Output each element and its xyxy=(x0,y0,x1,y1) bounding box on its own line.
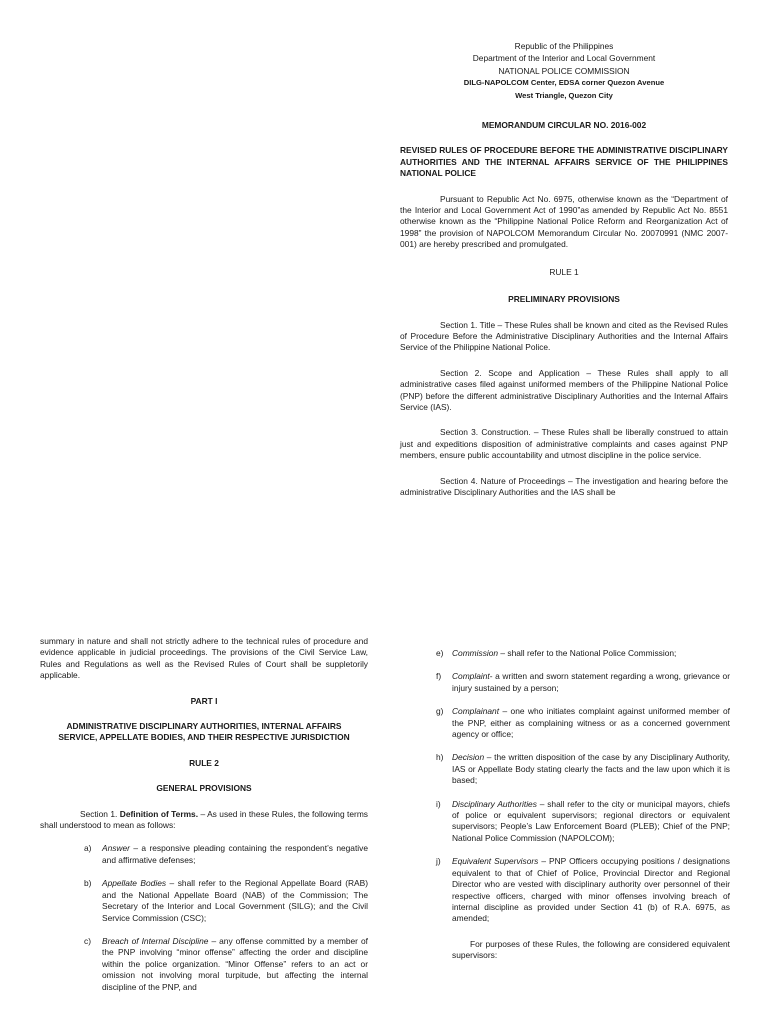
definition-item xyxy=(72,843,368,866)
definition-label: a) xyxy=(84,843,92,854)
definition-label: b) xyxy=(84,878,92,889)
definition-term: Decision xyxy=(452,752,485,763)
definition-item xyxy=(72,936,368,993)
continuation-paragraph: summary in nature and shall not strictly adhere to the technical rules of procedure and evidence applicable in judicial proceedings. The provisions of the Civil Service Law, Rules and Regulations as well as the Revised Rules of Court shall be suppletorily applicable. xyxy=(40,636,368,681)
rule-title: PRELIMINARY PROVISIONS xyxy=(508,294,620,305)
definition-label: f) xyxy=(436,671,442,682)
definition-text: – the written disposition of the case by any Disciplinary Authority, IAS or Appellate Body stating clearly the facts and the law upon which it is based; xyxy=(452,752,730,786)
definition-text: – shall refer to the National Police Commission; xyxy=(498,648,677,658)
definition-label: h) xyxy=(436,752,444,763)
definition-text: – a responsive pleading containing the respondent’s negative and affirmative defenses; xyxy=(102,843,368,865)
definition-item xyxy=(400,706,730,740)
definition-item xyxy=(400,799,730,845)
section-bold-title: Definition of Terms. xyxy=(119,808,199,819)
definition-text: - a written and sworn statement regarding a wrong, grievance or injury sustained by a person; xyxy=(452,671,730,693)
letterhead-line-address: DILG-NAPOLCOM Center, EDSA corner Quezon Avenue xyxy=(463,78,665,88)
letterhead-line-city: West Triangle, Quezon City xyxy=(515,90,613,100)
definition-label: i) xyxy=(436,798,441,809)
definition-term: Breach of Internal Discipline xyxy=(102,935,209,946)
section-paragraph: Section 2. Scope and Application – These Rules shall apply to all administrative cases filed against uniformed members of the Philippine National Police (PNP) before the different administrative Disciplinary Authorities and the Internal Affairs Service (IAS). xyxy=(400,367,728,412)
section-paragraph: Section 1. Title – These Rules shall be known and cited as the Revised Rules of Procedure Before the Administrative Disciplinary Authorities and the Internal Affairs Service of the Philippine National Police. xyxy=(400,319,728,353)
section-paragraph: Section 4. Nature of Proceedings – The investigation and hearing before the administrative Disciplinary Authorities and the IAS shall be xyxy=(400,475,728,497)
closing-paragraph: For purposes of these Rules, the following are considered equivalent supervisors: xyxy=(452,938,730,961)
definition-term: Disciplinary Authorities xyxy=(452,798,537,809)
definition-term: Appellate Bodies xyxy=(102,878,167,889)
definition-term: Complaint xyxy=(452,671,490,682)
definition-text: – shall refer to the Regional Appellate Board (RAB) and the National Appellate Board (NAB) of the Commission; The Secretary of the Interior and Local Government (SILG); and the Civil Service Commission (CSC); xyxy=(102,878,369,923)
rule-heading: RULE 2 xyxy=(189,757,219,768)
definition-term: Answer xyxy=(102,843,130,854)
definition-term: Complainant xyxy=(452,706,500,717)
section-paragraph: Section 3. Construction. – These Rules shall be liberally construed to attain just and expeditions disposition of administrative complaints and cases against PNP members, ensure public accountability and utmost discipline in the police service. xyxy=(400,427,728,461)
definition-term: Commission xyxy=(452,648,499,658)
definition-label: j) xyxy=(436,856,441,867)
page-2-left-column xyxy=(40,636,368,993)
definition-item xyxy=(400,671,730,694)
definition-item xyxy=(400,752,730,786)
part-heading: PART I xyxy=(190,695,218,706)
definition-term: Equivalent Supervisors xyxy=(452,856,539,867)
part-title: ADMINISTRATIVE DISCIPLINARY AUTHORITIES, INTERNAL AFFAIRS SERVICE, APPELLATE BODIES, AND THEIR RESPECTIVE JURISDICTION xyxy=(58,721,350,743)
definition-text: – one who initiates complaint against uniformed member of the PNP, either as complaining witness or as a concerned government agency or office; xyxy=(452,706,730,740)
letterhead-line-department: Department of the Interior and Local Government xyxy=(472,53,656,64)
section-rest: – As used in these Rules, the following terms shall understood to mean as follows: xyxy=(40,808,368,831)
rule-title: GENERAL PROVISIONS xyxy=(156,783,252,794)
definition-list xyxy=(400,648,730,925)
letterhead xyxy=(400,40,728,102)
definition-label: c) xyxy=(84,935,91,946)
definition-label: e) xyxy=(436,648,444,658)
preamble-paragraph: Pursuant to Republic Act No. 6975, otherwise known as the “Department of the Interior and Local Government Act of 1990”as amended by Republic Act No. 8551 otherwise known as the “Philippine National Police Reform and Reorganization Act of 1998” the provision of NAPOLCOM Memorandum Circular No. 20070991 (NMC 2007-001) are hereby prescribed and promulgated. xyxy=(400,193,728,250)
definitions-intro xyxy=(40,809,368,832)
definition-item xyxy=(400,856,730,924)
letterhead-line-commission: NATIONAL POLICE COMMISSION xyxy=(498,65,630,76)
definition-list xyxy=(40,843,368,992)
definition-item xyxy=(400,648,730,659)
circular-number: MEMORANDUM CIRCULAR NO. 2016-002 xyxy=(481,120,647,131)
definition-item xyxy=(72,878,368,924)
definition-text: – shall refer to the city or municipal mayors, chiefs of police or equivalent supervisors; regional directors or equivalent supervisors; People’s Law Enforcement Board (PLEB); Chief of the PNP; National Police Commission (NAPOLCOM); xyxy=(452,798,730,843)
definition-text: – any offense committed by a member of the PNP involving “minor offense” affecting the order and discipline within the police organization. “Minor Offense” refers to an act or omission not involving moral turpitude, but affecting the internal discipline of the PNP, and xyxy=(102,935,368,992)
letterhead-line-republic: Republic of the Philippines xyxy=(514,41,614,51)
page-2-right-column xyxy=(400,648,730,962)
page-1 xyxy=(400,40,728,498)
section-lead: Section 1. xyxy=(80,808,118,819)
rule-heading: RULE 1 xyxy=(549,266,579,277)
definition-text: – PNP Officers occupying positions / designations equivalent to that of Chief of Police, Provincial Director and Regional Director who are vested with disciplinary authority over personnel of their respective officers, charged with minor offenses involving breach of internal discipline as provided under Section 41 (b) of R.A. 6975, as amended; xyxy=(452,856,730,924)
definition-label: g) xyxy=(436,706,444,717)
document-title: REVISED RULES OF PROCEDURE BEFORE THE ADMINISTRATIVE DISCIPLINARY AUTHORITIES AND THE INTERNAL AFFAIRS SERVICE OF THE PHILIPPINES NATIONAL POLICE xyxy=(400,145,728,179)
